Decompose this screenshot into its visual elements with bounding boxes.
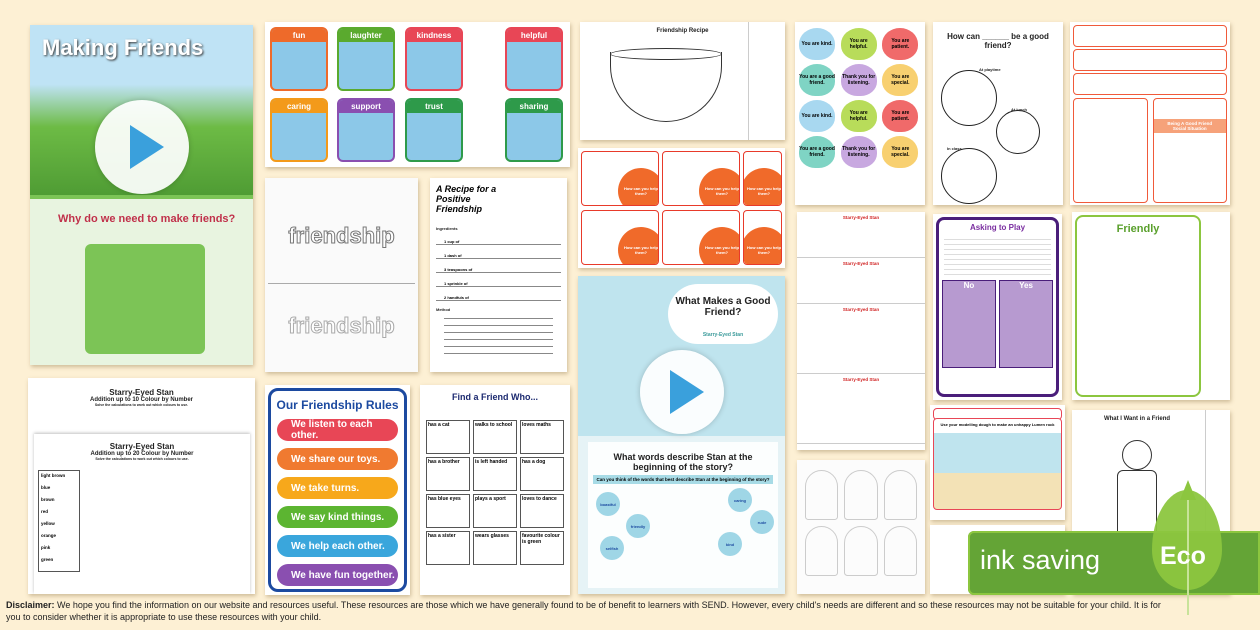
help-prompt-text: How can you help them? [623,186,658,196]
video-subtitle: Starry-Eyed Stan [702,332,744,338]
help-prompt-text: How can you help them? [746,186,781,196]
rule-item: We say kind things. [277,506,398,528]
find-a-friend-preview[interactable] [420,385,570,595]
video-title: What Makes a Good Friend? [675,296,771,318]
rule-item: We have fun together. [277,564,398,586]
word-card [270,98,328,162]
find-friend-cell: loves maths [520,420,564,454]
word-card [405,27,463,91]
ingredients-label: Ingredients [436,226,458,231]
word-card [337,27,395,91]
help-prompt-text: How can you help them? [704,244,739,255]
heart-card: Thank you for listening. [841,136,877,168]
colour-key-item: orange [41,533,57,538]
help-prompt [618,168,659,206]
social-story-title: Being A Good Friend [1167,121,1213,126]
ingredient-label: 1 sprinkle of [444,281,468,286]
trace-sheet [797,212,925,258]
trace-title: Starry-Eyed Stan [842,307,880,312]
word-bubble: kind [718,532,742,556]
trace-title: Starry-Eyed Stan [842,261,880,266]
compliment-hearts-preview[interactable] [795,22,925,205]
heart-card: Thank you for listening. [841,64,877,96]
ingredient-label: 1 dash of [444,253,462,258]
eco-label: Eco [1160,542,1206,570]
word-bubble: friendly [626,514,650,538]
friendly-preview[interactable] [1072,212,1230,400]
stan-instr: Solve the calculations to work out which colours to use. [94,403,189,407]
heart-card: You are patient. [882,28,918,60]
find-friend-cell: wears glasses [473,531,517,565]
trace-sheet [797,304,925,374]
help-prompt [743,227,782,265]
ingredient-label: 3 teaspoons of [444,267,473,272]
method-label: Method [436,307,451,312]
slide2-title: Why do we need to make friends? [58,213,236,225]
ingredient-line [436,253,561,259]
word-card-label: helpful [507,29,561,42]
stan-title: Starry-Eyed Stan [109,388,174,397]
rule-item: We listen to each other. [277,419,398,441]
ingredient-line [436,295,561,301]
colour-key-item: green [41,557,54,562]
bowl-illustration [610,52,722,122]
circle-label: At lunch [1011,107,1027,112]
rule-item: We help each other. [277,535,398,557]
word-card [405,98,463,162]
positive-recipe-preview[interactable] [430,178,567,372]
word-card-label: kindness [407,29,461,42]
scenario-card [743,151,782,206]
asking-title: Asking to Play [969,223,1026,232]
stan-sub1: Addition up to 10 Colour by Number [90,397,193,403]
word-card-label: caring [272,100,326,113]
help-prompt-text: How can you help them? [746,244,781,255]
find-friend-cell: has a dog [520,457,564,491]
find-friend-cell: has blue eyes [426,494,470,528]
disclaimer-text: We hope you find the information on our website and resources useful. These resources are those which we have generally found to be of benefit to learners with SEND. However, every child's needs are different and so these resources may not be suitable for your child. It is for you to consider whether it is appropriate to use these resources with your child. [6,600,1161,622]
good-friend-title: How can ______ be a good friend? [947,32,1049,50]
scenario-card [662,210,740,265]
find-friend-cell: has a sister [426,531,470,565]
word-bubble: rude [750,510,774,534]
disclaimer [6,599,1176,623]
slide-title: Making Friends [42,35,204,60]
how-can-be-good-friend-preview[interactable] [933,22,1063,205]
body-outline [1122,440,1152,470]
colour-key-item: brown [41,497,55,502]
asking-to-play-preview[interactable] [933,214,1062,400]
find-friend-cell: has a brother [426,457,470,491]
video-question: What words describe Stan at the beginning of the story? [613,452,753,472]
disclaimer-label: Disclaimer: [6,600,55,610]
find-friend-cell: walks to school [473,420,517,454]
word-card [337,98,395,162]
social-story-sub: Social Situation [1172,126,1207,131]
trace-sheet [797,374,925,444]
help-prompt [618,227,659,265]
find-friend-cell: favourite colour is green [520,531,564,565]
word-bubble: selfish [600,536,624,560]
fine-motor-trace-preview[interactable] [797,212,925,450]
colour-key-item: light brown [41,473,66,478]
colour-by-number-preview[interactable] [28,378,255,594]
help-prompt-text: How can you help them? [623,244,658,255]
recipe-title: A Recipe for a Positive Friendship [436,184,497,214]
help-prompt [699,168,740,206]
ingredient-line [436,281,561,287]
heart-card: You are a good friend. [799,64,835,96]
paper-people-preview[interactable] [797,460,925,594]
scenario-cards-preview[interactable] [578,148,785,268]
trace-title: Starry-Eyed Stan [842,377,880,382]
heart-card: You are helpful. [841,28,877,60]
stan-sub2: Addition up to 20 Colour by Number [90,451,194,457]
friendly-title: Friendly [1116,223,1160,235]
trace-sheet [797,258,925,304]
heart-card: You are a good friend. [799,136,835,168]
play-button[interactable] [95,100,189,194]
help-prompt-text: How can you help them? [704,186,739,196]
friendship-colouring-preview[interactable] [265,178,418,372]
video-sub: Can you think of the words that best describe Stan at the beginning of the story? [593,475,773,484]
colour-key-item: red [41,509,49,514]
word-card-label: support [339,100,393,113]
heart-card: You are kind. [799,28,835,60]
heart-card: You are helpful. [841,100,877,132]
find-friend-title: Find a Friend Who... [452,392,538,402]
ingredient-label: 2 handfuls of [444,295,469,300]
word-bubble: boastful [596,492,620,516]
rule-item: We take turns. [277,477,398,499]
colour-key-item: yellow [41,521,55,526]
word-card-label: fun [272,29,326,42]
colouring-word: friendship [288,223,395,248]
what-makes-good-friend-preview[interactable] [578,276,785,594]
scenario-card [581,151,659,206]
ingredient-line [436,239,561,245]
heart-card: You are kind. [799,100,835,132]
bowl-title: Friendship Recipe [656,28,709,34]
word-card [270,27,328,91]
rules-title: Our Friendship Rules [276,398,399,412]
word-card [505,27,563,91]
rule-item: We share our toys. [277,448,398,470]
ingredient-line [436,267,561,273]
stan-instr-2: Solve the calculations to work out which colours to use. [95,457,189,461]
scenario-card [662,151,740,206]
word-card-label: sharing [507,100,561,113]
play-button[interactable] [640,350,724,434]
modelling-dough-preview[interactable] [930,405,1065,520]
dough-text: Use your modelling dough to make an unhappy Lumen rock [940,422,1055,427]
want-title: What I Want in a Friend [1103,416,1171,422]
word-card [505,98,563,162]
no-panel: No [942,280,996,368]
circle-label: At playtime [979,67,1001,72]
heart-card: You are special. [882,64,918,96]
ingredient-label: 1 cup of [444,239,460,244]
help-prompt [743,168,782,206]
stan-title-2: Starry-Eyed Stan [109,442,175,451]
friendship-recipe-bowl-preview[interactable] [580,22,785,140]
circle-label: In class [947,146,962,151]
find-friend-cell: is left handed [473,457,517,491]
colouring-word: friendship [288,313,395,338]
social-story-preview[interactable] [1070,22,1230,205]
help-prompt [699,227,740,265]
friendship-rules-preview[interactable] [265,385,410,595]
word-cards-preview[interactable] [265,22,570,167]
scenario-card [743,210,782,265]
find-friend-cell: plays a sport [473,494,517,528]
find-friend-cell: has a cat [426,420,470,454]
word-card-label: laughter [339,29,393,42]
heart-card: You are special. [882,136,918,168]
trace-title: Starry-Eyed Stan [842,215,880,220]
colour-key-item: pink [41,545,51,550]
making-friends-preview[interactable] [30,25,253,365]
word-card-label: trust [407,100,461,113]
find-friend-cell: loves to dance [520,494,564,528]
ink-saving-label: ink saving [980,545,1101,575]
yes-panel: Yes [999,280,1053,368]
heart-card: You are patient. [882,100,918,132]
word-bubble: caring [728,488,752,512]
colour-key-item: blue [41,485,51,490]
scenario-card [581,210,659,265]
